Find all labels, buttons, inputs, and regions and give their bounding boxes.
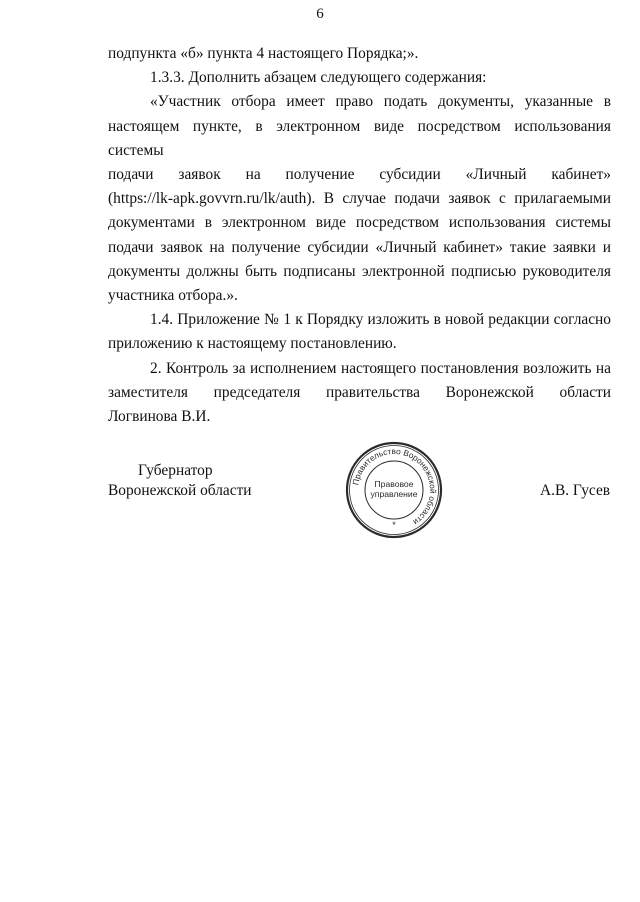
inserted-paragraph-line-7: документы должны быть подписаны электронной подписью руководителя (108, 262, 611, 280)
clause-1-4-line-1: 1.4. Приложение № 1 к Порядку изложить в новой редакции согласно (150, 311, 611, 329)
inserted-paragraph-line-8: участника отбора.». (108, 287, 238, 305)
clause-2-line-1: 2. Контроль за исполнением настоящего постановления возложить на (150, 359, 611, 377)
signatory-title (108, 461, 252, 501)
page-number: 6 (316, 6, 324, 22)
signatory-title-line-1: Губернатор (138, 462, 213, 479)
seal-ring-text: Правительство Воронежской области (350, 445, 439, 528)
clause-2-line-3: Логвинова В.И. (108, 408, 211, 426)
inserted-paragraph-line-1: «Участник отбора имеет право подать документы, указанные в (150, 93, 611, 111)
inserted-paragraph-line-2: настоящем пункте, в электронном виде посредством использования системы (108, 117, 611, 159)
inserted-paragraph-line-4: (https://lk-apk.govvrn.ru/lk/auth). В случае подачи заявок с прилагаемыми (108, 190, 611, 208)
clause-2-line-2: заместителя председателя правительства Воронежской области (108, 383, 611, 401)
seal-center-line-2: управление (370, 489, 418, 499)
official-seal-stamp (344, 440, 444, 540)
inserted-paragraph-line-6: подачи заявок на получение субсидии «Личный кабинет» такие заявки и (108, 238, 611, 256)
signatory-title-line-2: Воронежской области (108, 482, 252, 499)
seal-graphic (344, 440, 444, 540)
document-body (108, 42, 611, 429)
signatory-name: А.В. Гусев (540, 482, 611, 499)
seal-center-line-1: Правовое (374, 479, 414, 489)
seal-star-icon: * (392, 520, 396, 530)
clause-1-3-3-line: 1.3.3. Дополнить абзацем следующего содержания: (150, 69, 487, 87)
clause-1-4-line-2: приложению к настоящему постановлению. (108, 335, 397, 353)
inserted-paragraph-line-3: подачи заявок на получение субсидии «Личный кабинет» (108, 166, 611, 184)
paragraph-continuation-line: подпункта «б» пункта 4 настоящего Порядка;». (108, 45, 419, 62)
inserted-paragraph-line-5: документами в электронном виде посредством использования системы (108, 214, 611, 232)
